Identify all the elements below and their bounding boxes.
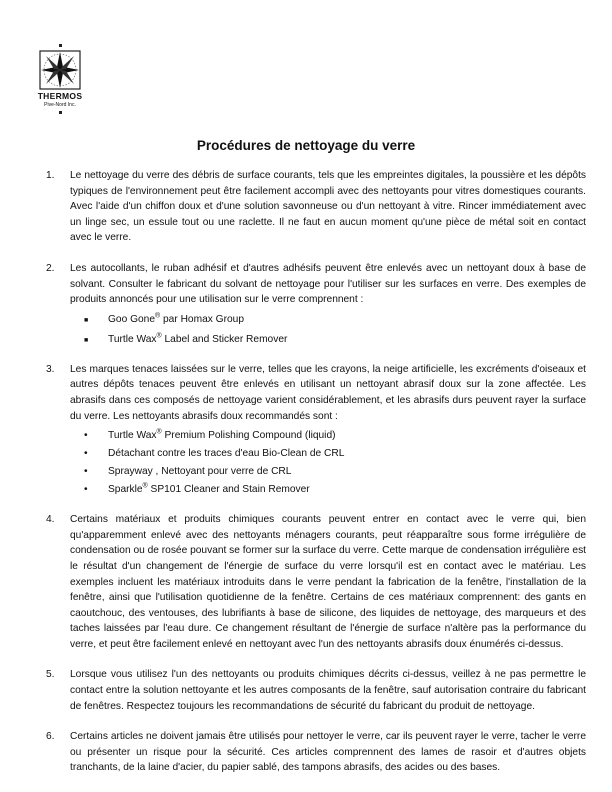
product-brand: Sparkle [108, 484, 143, 496]
round-bullet-icon: • [84, 448, 88, 460]
procedure-item-6 [46, 729, 586, 776]
procedure-list [46, 168, 586, 791]
product-item [70, 482, 586, 497]
abrasive-list [70, 428, 586, 497]
procedure-item-4 [46, 512, 586, 652]
square-bullet-icon: ■ [84, 316, 89, 324]
square-bullet-icon: ■ [84, 336, 89, 344]
company-logo [30, 44, 90, 114]
product-item [70, 446, 586, 461]
product-brand: Turtle Wax [108, 333, 157, 345]
product-brand: Turtle Wax [108, 430, 157, 442]
item-text: Certains matériaux et produits chimiques courants peuvent entrer en contact avec le verre qui, bien qu'apparemment enlevé avec des nettoyants ménagers courants, peut réapparaître sous forme irrégulière de condensation ou de rosée pouvant se former sur la surface du verre. Cette marque de condensation irrégulière est le résultat d'un changement de l'énergie de surface du verre lorsqu'il est en contact avec le matériau. Les exemples incluent les matériaux introduits dans le verre pendant la fabrication de la fenêtre, l'installation de la fenêtre, ainsi que l'utilisation quotidienne de la fenêtre. Certains de ces matériaux comprennent: des gants en caoutchouc, des ventouses, des lubrifiants à base de silicone, des liquides de nettoyage, des marqueurs et des taches laissées par l'eau dure. Ce changement résultant de l'énergie de surface n'altère pas la performance du verre, et peut être facilement enlevé en nettoyant avec l'un des nettoyants abrasifs doux énumérés ci-dessus. [70, 514, 586, 650]
product-item [70, 464, 586, 479]
product-item [70, 428, 586, 443]
item-number: 1. [46, 170, 55, 181]
logo-subtitle: Pive-Nord Inc. [44, 102, 76, 108]
procedure-item-2 [46, 261, 586, 347]
round-bullet-icon: • [84, 430, 88, 442]
logo-bottom-dot [59, 111, 62, 114]
logo-brand-name: THERMOS [37, 91, 83, 101]
registered-mark: ® [156, 332, 162, 340]
registered-mark: ® [155, 312, 161, 320]
registered-mark: ® [142, 482, 148, 490]
product-rest: Label and Sticker Remover [161, 333, 288, 345]
procedure-item-3 [46, 362, 586, 497]
registered-mark: ® [156, 428, 162, 436]
item-text: Certains articles ne doivent jamais être utilisés pour nettoyer le verre, car ils peuvent rayer le verre, tacher le verre ou présenter un risque pour la sécurité. Ces articles comprennent des lames de rasoir et d'autres objets tranchants, de la laine d'acier, du papier sablé, des tampons abrasifs, des acides ou des bases. [70, 731, 586, 774]
item-number: 4. [46, 514, 55, 526]
item-text: Les marques tenaces laissées sur le verre, telles que les crayons, la neige artificielle, les excréments d'oiseaux et autres dépôts tenaces peuvent être enlevés en utilisant un nettoyant abrasif doux sur la zone affectée. Les abrasifs dans ces composés de nettoyage varient considérablement, et les abrasifs durs peuvent rayer la surface du verre. Les nettoyants abrasifs doux recommandés sont : [70, 363, 586, 422]
item-number: 3. [46, 363, 55, 375]
round-bullet-icon: • [84, 484, 88, 496]
item-text: Le nettoyage du verre des débris de surface courants, tels que les empreintes digitales, la poussière et les dépôts typiques de l'environnement peut être facilement accompli avec des nettoyants pour vitres domestiques courants. Avec l'aide d'un chiffon doux et d'une solution savonneuse ou d'un nettoyant à vitre. Rincer immédiatement avec un linge sec, un essule tout ou une raclette. Il ne faut en aucun moment qu'une pièce de métal soit en contact avec le verre. [70, 170, 586, 244]
compass-star-icon [38, 50, 82, 90]
round-bullet-icon: • [84, 466, 88, 478]
procedure-item-5 [46, 667, 586, 714]
product-item [70, 332, 586, 347]
logo-top-dot [59, 44, 62, 47]
product-rest: SP101 Cleaner and Stain Remover [147, 484, 310, 496]
item-text: Lorsque vous utilisez l'un des nettoyants ou produits chimiques décrits ci-dessus, veillez à ne pas permettre le contact entre la solution nettoyante et les autres composants de la fenêtre, sauf autorisation contraire du fabricant de fenêtres. Respectez toujours les recommandations de sécurité du fabricant du produit de nettoyage. [70, 669, 586, 712]
product-rest: Premium Polishing Compound (liquid) [161, 430, 336, 442]
item-number: 6. [46, 731, 55, 743]
product-brand: Goo Gone [108, 313, 156, 325]
product-rest: par Homax Group [160, 313, 244, 325]
document-title: Procédures de nettoyage du verre [196, 138, 416, 153]
product-brand: Sprayway , Nettoyant pour verre de CRL [108, 466, 292, 478]
product-brand: Détachant contre les traces d'eau Bio-Clean de CRL [108, 448, 345, 460]
product-list [70, 312, 586, 347]
item-number: 5. [46, 669, 55, 681]
item-number: 2. [46, 262, 55, 274]
procedure-item-1 [46, 168, 586, 246]
product-item [70, 312, 586, 327]
item-text: Les autocollants, le ruban adhésif et d'autres adhésifs peuvent être enlevés avec un nettoyant doux à base de solvant. Consulter le fabricant du solvant de nettoyage pour l'utiliser sur les surfaces en verre. Des exemples de produits annoncés pour une utilisation sur le verre comprennent : [70, 262, 586, 306]
